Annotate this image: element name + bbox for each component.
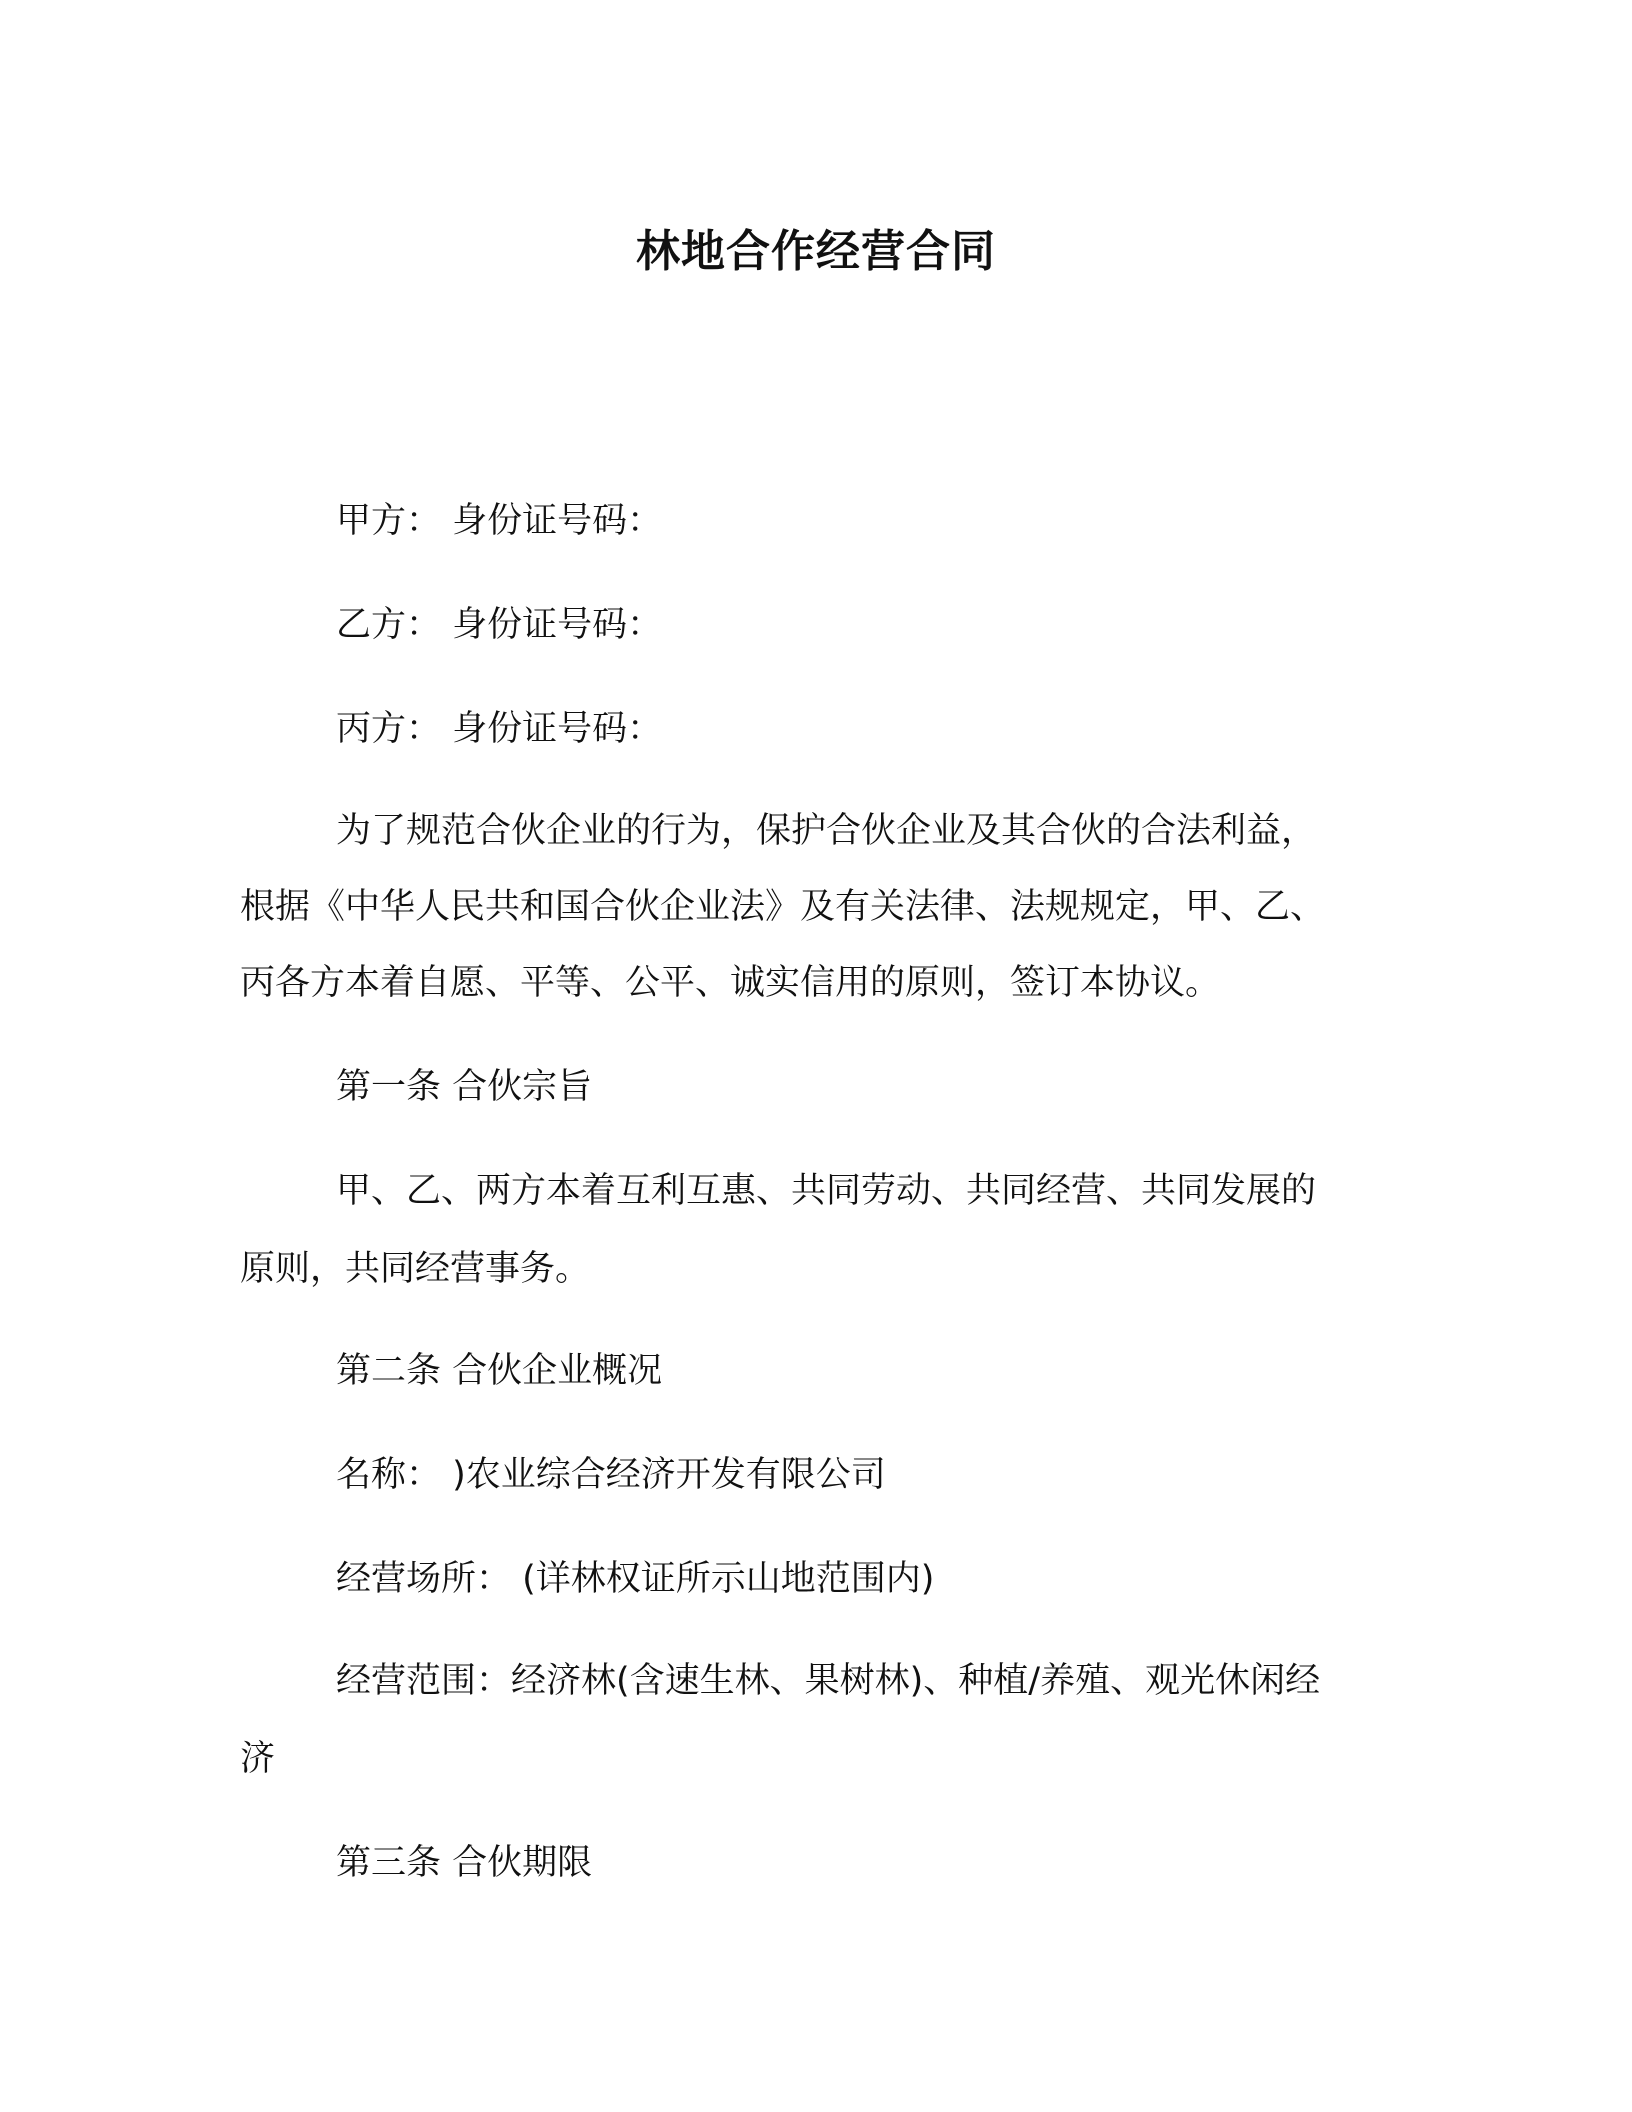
- business-location-line: 经营场所： (详林权证所示山地范围内): [336, 1559, 935, 1599]
- article-1-heading: 第一条 合伙宗旨: [336, 1067, 593, 1107]
- preamble-line-2: 根据《中华人民共和国合伙企业法》及有关法律、法规规定，甲、乙、: [240, 887, 1326, 927]
- article-3-heading: 第三条 合伙期限: [336, 1843, 593, 1883]
- company-name-line: 名称： )农业综合经济开发有限公司: [336, 1455, 886, 1495]
- business-scope-line-2: 济: [240, 1739, 276, 1779]
- preamble-line-3: 丙各方本着自愿、平等、公平、诚实信用的原则，签订本协议。: [240, 963, 1221, 1003]
- article-2-heading: 第二条 合伙企业概况: [336, 1351, 663, 1391]
- article-1-line-1: 甲、乙、两方本着互利互惠、共同劳动、共同经营、共同发展的: [336, 1171, 1317, 1211]
- party-a-line: 甲方： 身份证号码：: [336, 501, 663, 541]
- document-title: 林地合作经营合同: [636, 226, 996, 277]
- preamble-line-1: 为了规范合伙企业的行为，保护合伙企业及其合伙的合法利益，: [336, 811, 1317, 851]
- business-scope-line-1: 经营范围：经济林(含速生林、果树林)、种植/养殖、观光休闲经: [336, 1661, 1321, 1701]
- article-1-line-2: 原则，共同经营事务。: [240, 1249, 591, 1289]
- party-c-line: 丙方： 身份证号码：: [336, 709, 663, 749]
- party-b-line: 乙方： 身份证号码：: [336, 605, 663, 645]
